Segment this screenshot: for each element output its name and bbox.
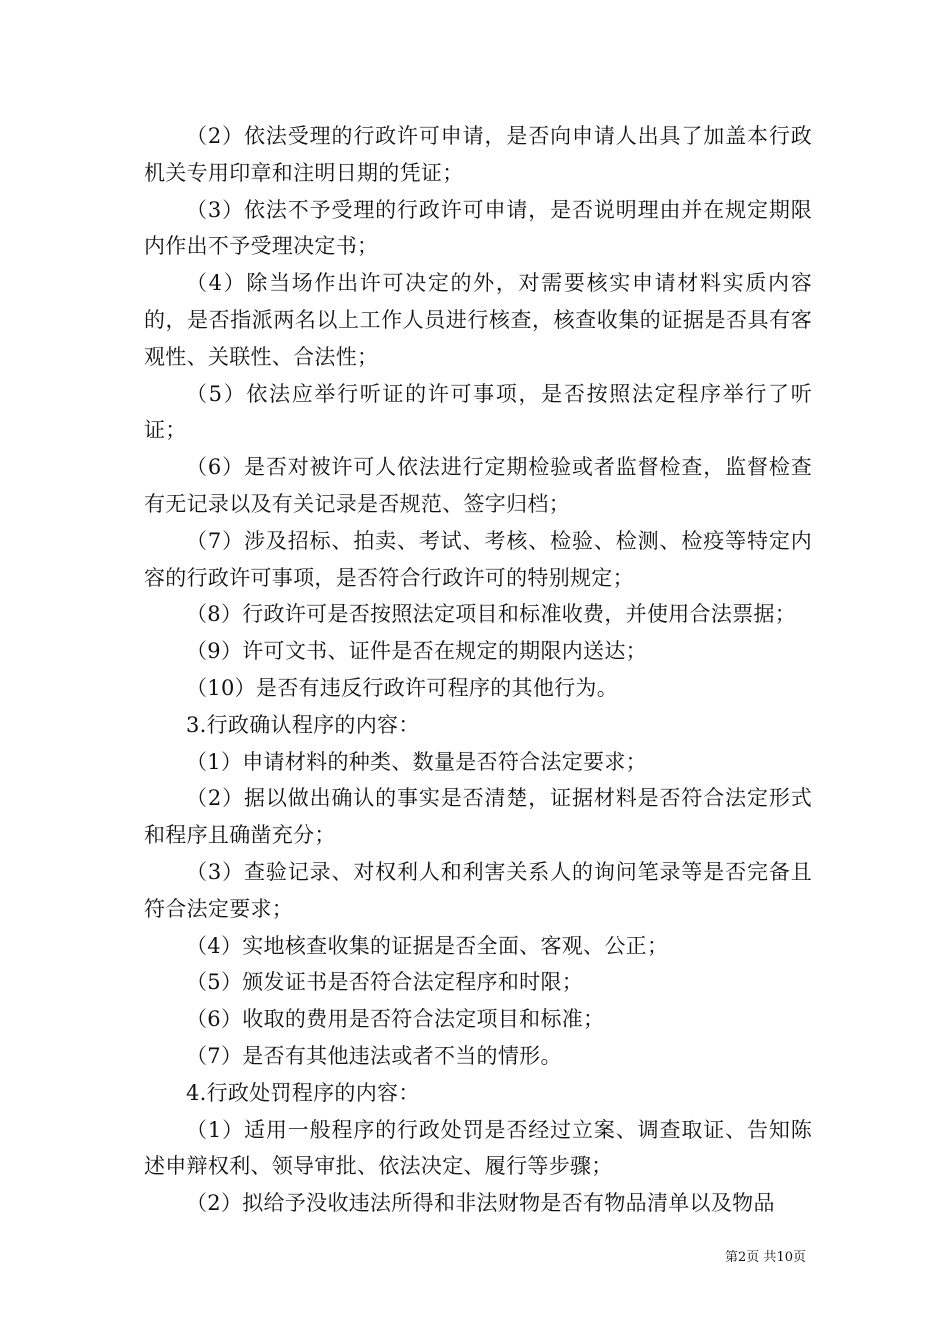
paragraph: （6）是否对被许可人依法进行定期检验或者监督检查，监督检查有无记录以及有关记录是否规范、签字归档； [144, 455, 812, 516]
paragraph: （1）申请材料的种类、数量是否符合法定要求； [186, 749, 647, 774]
paragraph: （9）许可文书、证件是否在规定的期限内送达； [186, 639, 647, 664]
paragraph: （4）实地核查收集的证据是否全面、客观、公正； [186, 933, 669, 958]
footer-total-pages: 10 [776, 1250, 793, 1265]
paragraph: （5）依法应举行听证的许可事项，是否按照法定程序举行了听证； [144, 381, 812, 443]
paragraph: （2）依法受理的行政许可申请，是否向申请人出具了加盖本行政机关专用印章和注明日期的凭证； [144, 124, 812, 185]
section-heading: 4.行政处罚程序的内容： [186, 1080, 420, 1105]
page-footer [0, 1249, 806, 1267]
paragraph: （8）行政许可是否按照法定项目和标准收费，并使用合法票据； [186, 602, 797, 627]
paragraph: （4）除当场作出许可决定的外，对需要核实申请材料实质内容的，是否指派两名以上工作人员进行核查，核查收集的证据是否具有客观性、关联性、合法性； [144, 271, 812, 369]
paragraph: （1）适用一般程序的行政处罚是否经过立案、调查取证、告知陈述申辩权利、领导审批、依法决定、履行等步骤； [144, 1117, 812, 1179]
footer-current-page: 2 [738, 1250, 747, 1265]
paragraph: （6）收取的费用是否符合法定项目和标准； [186, 1007, 605, 1032]
paragraph: （2）拟给予没收违法所得和非法财物是否有物品清单以及物品 [186, 1191, 775, 1216]
section-heading: 3.行政确认程序的内容： [186, 712, 420, 737]
paragraph: （7）涉及招标、拍卖、考试、考核、检验、检测、检疫等特定内容的行政许可事项，是否符合行政许可的特别规定； [144, 528, 812, 590]
paragraph: （2）据以做出确认的事实是否清楚，证据材料是否符合法定形式和程序且确凿充分； [144, 786, 812, 848]
footer-middle: 页 共 [746, 1250, 777, 1265]
footer-prefix: 第 [725, 1250, 739, 1265]
document-body [144, 118, 812, 1222]
paragraph: （3）依法不予受理的行政许可申请，是否说明理由并在规定期限内作出不予受理决定书； [144, 197, 812, 259]
paragraph: （7）是否有其他违法或者不当的情形。 [186, 1043, 562, 1068]
paragraph: （5）颁发证书是否符合法定程序和时限； [186, 970, 584, 995]
paragraph: （3）查验记录、对权利人和利害关系人的询问笔录等是否完备且符合法定要求； [144, 859, 812, 921]
footer-suffix: 页 [792, 1250, 806, 1265]
paragraph: （10）是否有违反行政许可程序的其他行为。 [186, 675, 619, 700]
